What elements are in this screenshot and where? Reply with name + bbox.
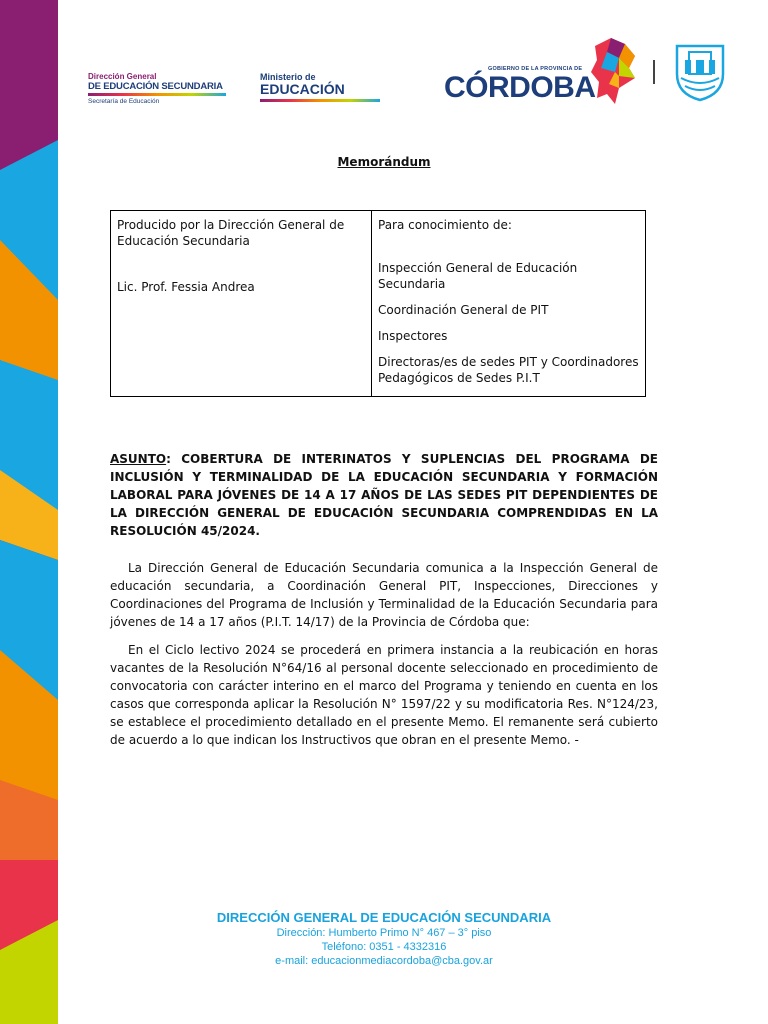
logo-dges-line2: DE EDUCACIÓN SECUNDARIA <box>88 81 223 92</box>
province-map-icon <box>589 38 637 104</box>
subject-label: ASUNTO <box>110 452 167 466</box>
footer-email: e-mail: educacionmediacordoba@cba.gov.ar <box>275 955 493 967</box>
header-divider <box>653 60 655 84</box>
subject-text: : COBERTURA DE INTERINATOS Y SUPLENCIAS DEL PROGRAMA DE INCLUSIÓN Y TERMINALIDAD DE LA EDUCACIÓN SECUNDARIA Y FORMACIÓN LABORAL PARA JÓVENES DE 14 A 17 AÑOS DE LAS SEDES PIT DEPENDIENTES DE LA DIRECCIÓN GENERAL DE EDUCACIÓN SECUNDARIA COMPRENDIDAS EN LA RESOLUCIÓN 45/2024. <box>110 452 658 538</box>
logo-ministerio-colorbar <box>260 99 380 102</box>
logo-dges-colorbar <box>88 93 226 96</box>
logo-direccion-general <box>88 72 228 105</box>
logo-gobierno-cordoba <box>444 38 640 104</box>
producer-text: Producido por la Dirección General de Educación Secundaria <box>117 218 345 248</box>
page-title: Memorándum <box>337 155 431 169</box>
recipient-item: Directoras/es de sedes PIT y Coordinadores Pedagógicos de Sedes P.I.T <box>378 355 639 385</box>
body-paragraph-2: En el Ciclo lectivo 2024 se procederá en primera instancia a la reubicación en horas vacantes de la Resolución N°64/16 al personal docente seleccionado en procedimiento de convocatoria con carácter interino en el marco del Programa y teniendo en cuenta en los casos que corresponda aplicar la Resolución N° 1597/22 y su modificatoria Res. N°124/23, se establece el procedimiento detallado en el presente Memo. El remanente será cubierto de acuerdo a lo que indican los Instructivos que obran en el presente Memo. - <box>110 643 658 747</box>
recipients-list <box>378 260 639 386</box>
memo-subject <box>110 450 658 540</box>
provincial-seal-icon <box>671 40 729 102</box>
footer-phone: Teléfono: 0351 - 4332316 <box>321 941 447 953</box>
logo-cordoba-small: GOBIERNO DE LA PROVINCIA DE <box>488 66 583 72</box>
memo-info-table <box>110 210 646 397</box>
footer-address: Dirección: Humberto Primo N° 467 – 3° piso <box>276 927 492 939</box>
body-paragraph-1: La Dirección General de Educación Secundaria comunica a la Inspección General de educación secundaria, a Coordinación General PIT, Inspecciones, Direcciones y Coordinaciones del Programa de Inclusión y Terminalidad de la Educación Secundaria para jóvenes de 14 a 17 años (P.I.T. 14/17) de la Provincia de Córdoba que: <box>110 561 658 629</box>
producer-cell <box>111 211 372 396</box>
footer-title: DIRECCIÓN GENERAL DE EDUCACIÓN SECUNDARIA <box>216 910 552 925</box>
recipient-item: Inspectores <box>378 329 448 343</box>
logo-ministerio <box>260 72 382 102</box>
recipients-cell <box>372 211 645 396</box>
memo-body <box>110 559 658 759</box>
decorative-color-stripe <box>0 0 58 1024</box>
logo-ministerio-line1: Ministerio de <box>260 72 316 82</box>
logo-cordoba-big: CÓRDOBA <box>444 71 596 104</box>
recipient-item: Coordinación General de PIT <box>378 303 549 317</box>
logo-ministerio-line2: EDUCACIÓN <box>260 81 345 97</box>
signature-text: Lic. Prof. Fessia Andrea <box>117 280 255 294</box>
recipients-heading: Para conocimiento de: <box>378 218 512 232</box>
logo-dges-line1: Dirección General <box>88 72 157 81</box>
page-footer <box>0 910 768 968</box>
recipient-item: Inspección General de Educación Secundaria <box>378 261 578 291</box>
logo-dges-line3: Secretaría de Educación <box>88 98 160 105</box>
